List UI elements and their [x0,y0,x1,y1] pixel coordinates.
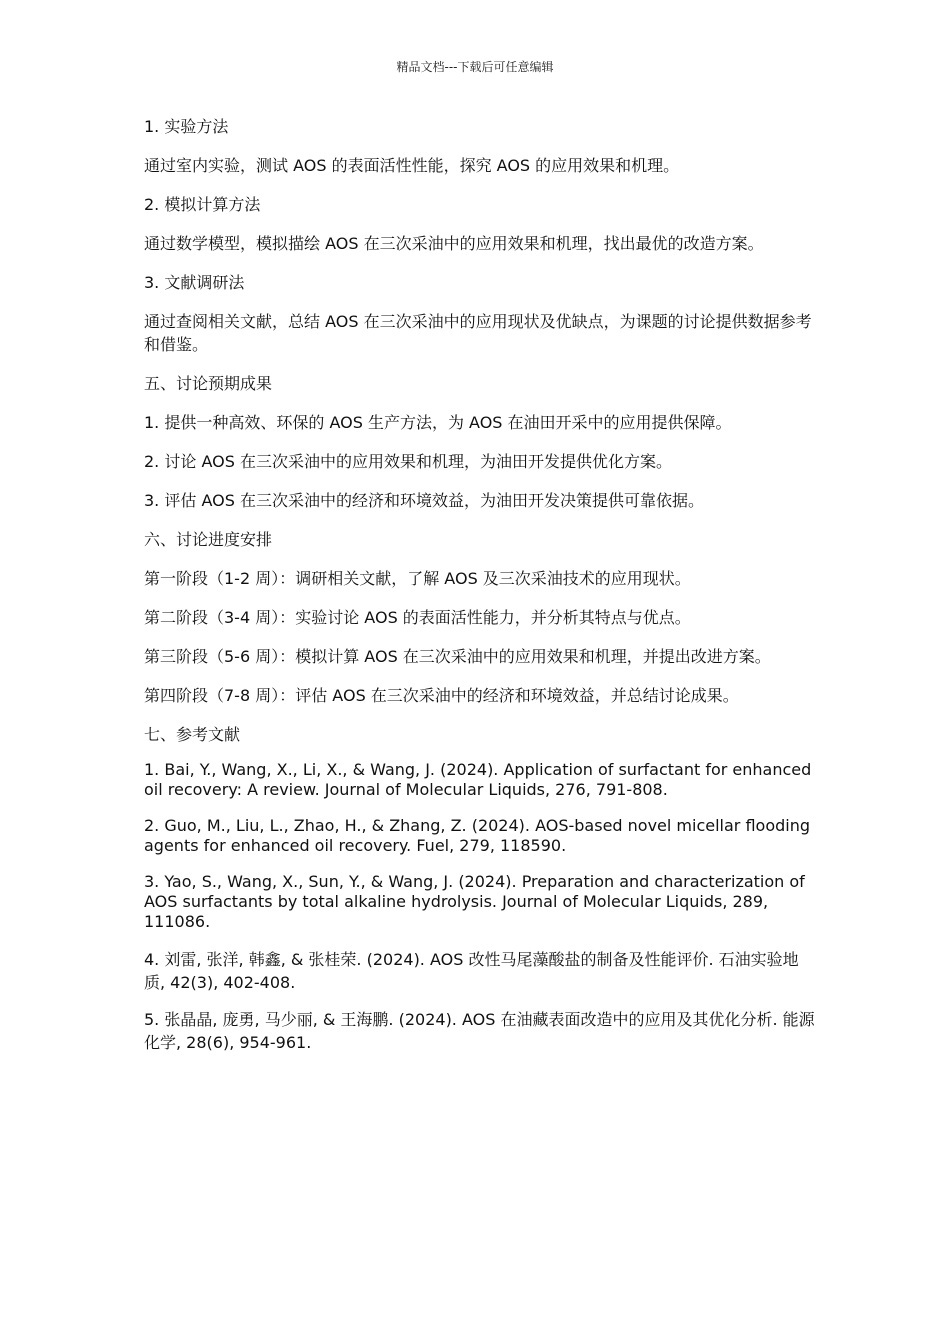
reference-item: 5. 张晶晶, 庞勇, 马少丽, & 王海鹏. (2024). AOS 在油藏表面改造中的应用及其优化分析. 能源化学, 28(6), 954-961. [144,1010,815,1052]
page-header: 精品文档---下载后可任意编辑 [396,60,554,74]
subsection-heading-simulation: 2. 模拟计算方法 [144,195,261,214]
schedule-item: 第四阶段（7-8 周）：评估 AOS 在三次采油中的经济和环境效益，并总结讨论成果。 [144,686,739,705]
section-heading-references: 七、参考文献 [144,725,241,744]
schedule-item: 第三阶段（5-6 周）：模拟计算 AOS 在三次采油中的应用效果和机理，并提出改进方案。 [144,647,771,666]
schedule-item: 第一阶段（1-2 周）：调研相关文献，了解 AOS 及三次采油技术的应用现状。 [144,569,691,588]
list-item: 3. 评估 AOS 在三次采油中的经济和环境效益，为油田开发决策提供可靠依据。 [144,491,704,510]
subsection-heading-literature: 3. 文献调研法 [144,273,245,292]
paragraph-literature: 通过查阅相关文献，总结 AOS 在三次采油中的应用现状及优缺点，为课题的讨论提供数据参考和借鉴。 [144,312,812,354]
section-heading-expected-results: 五、讨论预期成果 [144,374,273,393]
list-item: 1. 提供一种高效、环保的 AOS 生产方法，为 AOS 在油田开采中的应用提供保障。 [144,413,732,432]
schedule-item: 第二阶段（3-4 周）：实验讨论 AOS 的表面活性能力，并分析其特点与优点。 [144,608,691,627]
list-item: 2. 讨论 AOS 在三次采油中的应用效果和机理，为油田开发提供优化方案。 [144,452,672,471]
reference-item: 2. Guo, M., Liu, L., Zhao, H., & Zhang, Z. (2024). AOS-based novel micellar flooding agents for enhanced oil recovery. Fuel, 279, 118590. [144,816,811,855]
paragraph-experiment: 通过室内实验，测试 AOS 的表面活性性能，探究 AOS 的应用效果和机理。 [144,156,680,175]
section-heading-schedule: 六、讨论进度安排 [144,530,273,549]
subsection-heading-experiment: 1. 实验方法 [144,117,229,136]
reference-item: 1. Bai, Y., Wang, X., Li, X., & Wang, J. (2024). Application of surfactant for enhanced oil recovery: A review. Journal of Molecular Liquids, 276, 791-808. [144,760,812,799]
paragraph-simulation: 通过数学模型，模拟描绘 AOS 在三次采油中的应用效果和机理，找出最优的改造方案。 [144,234,764,253]
reference-item: 3. Yao, S., Wang, X., Sun, Y., & Wang, J. (2024). Preparation and characterization of AOS surfactants by total alkaline hydrolysis. Journal of Molecular Liquids, 289, 111086. [144,872,805,931]
reference-item: 4. 刘雷, 张洋, 韩鑫, & 张桂荣. (2024). AOS 改性马尾藻酸盐的制备及性能评价. 石油实验地质, 42(3), 402-408. [144,950,799,992]
document-body [144,115,816,1068]
